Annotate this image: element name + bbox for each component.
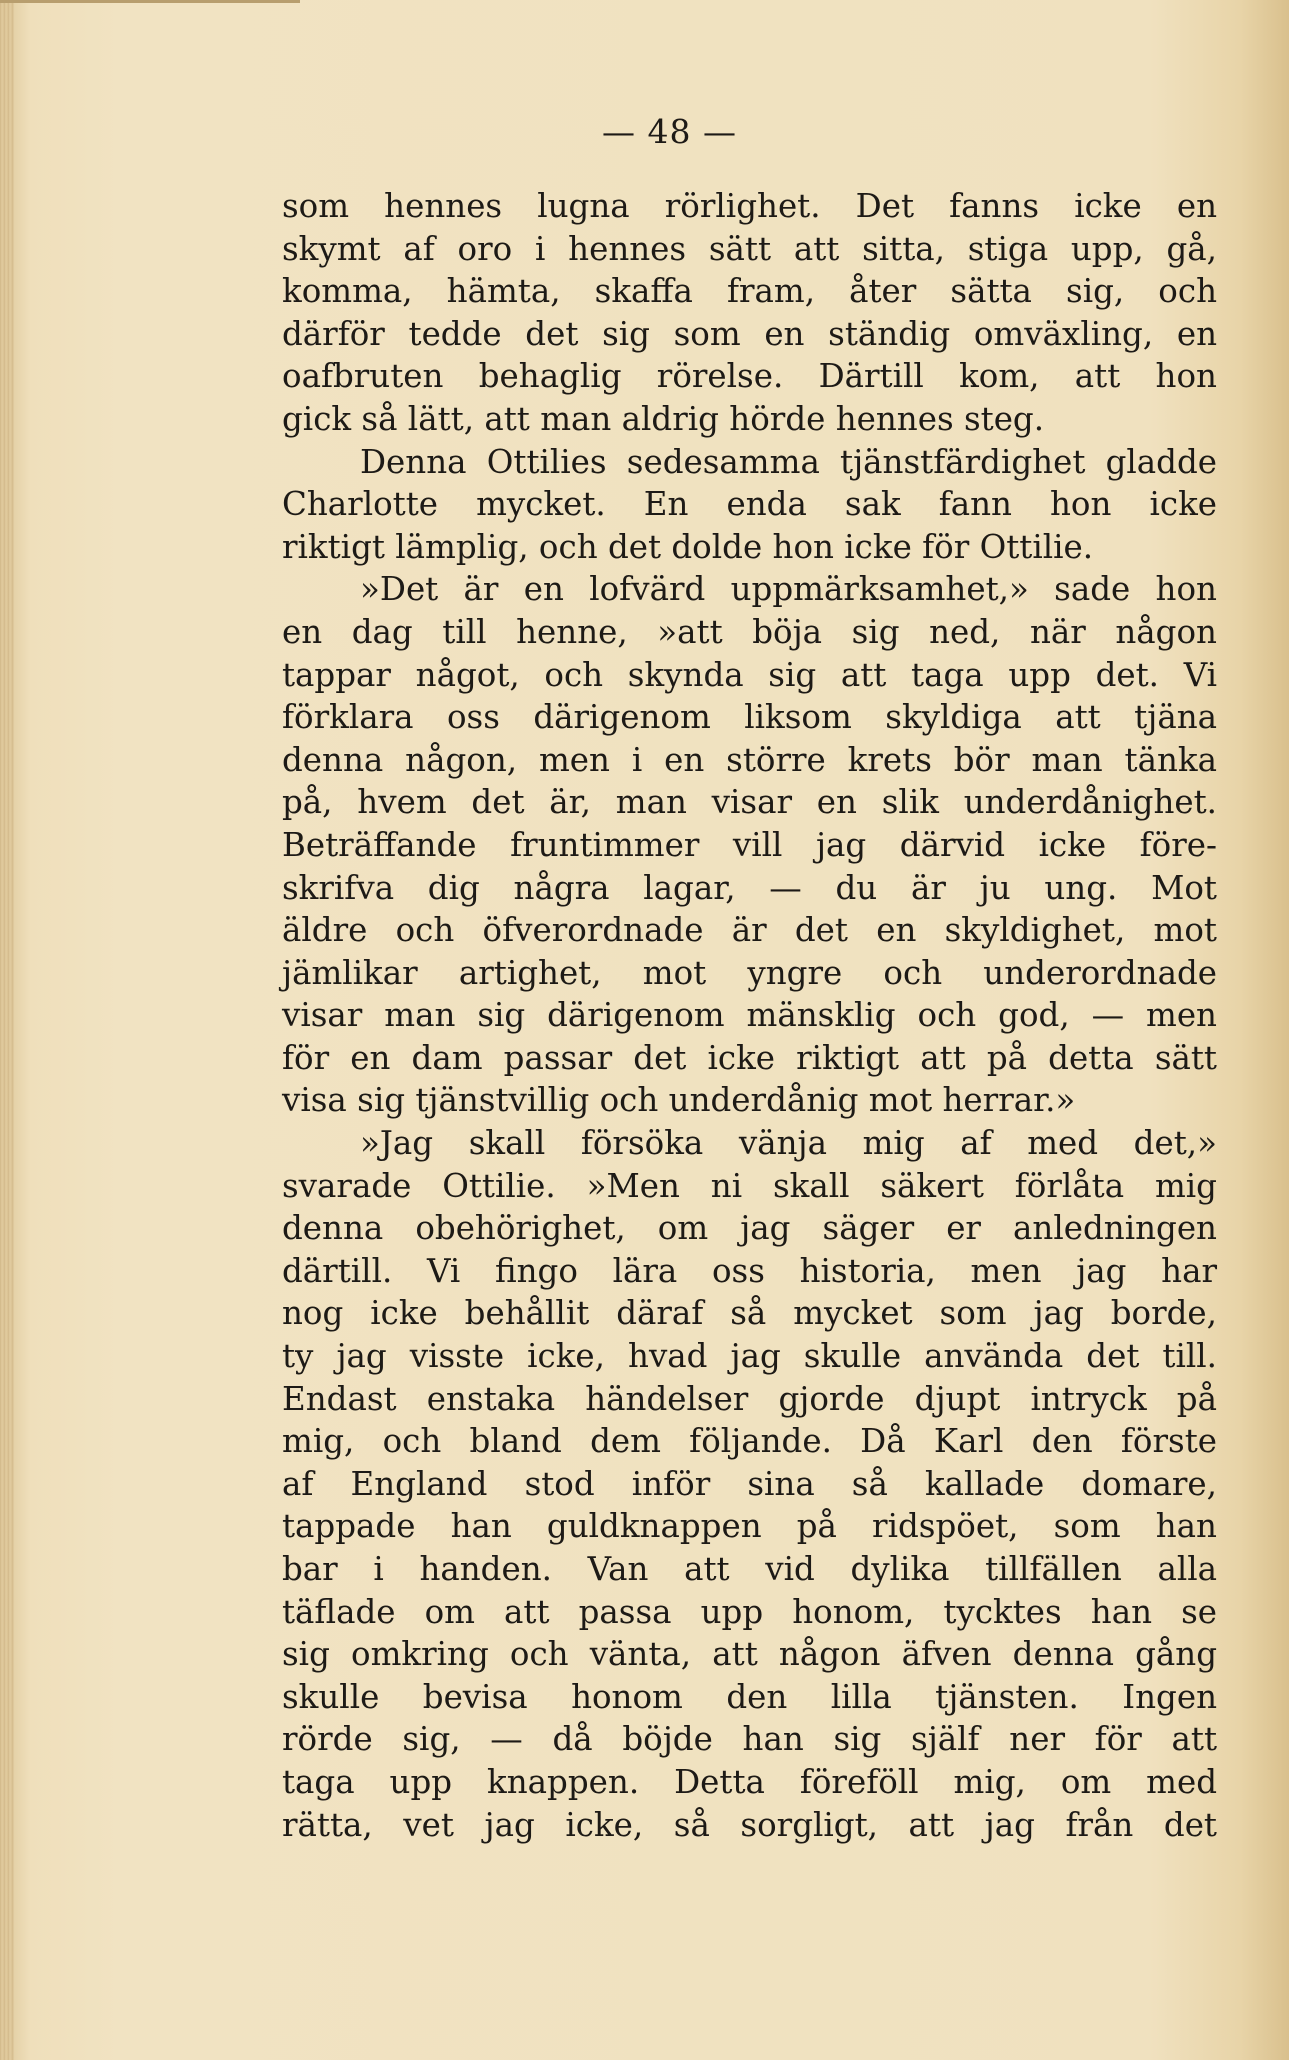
text-line: taga upp knappen. Detta föreföll mig, om med [282,1762,1217,1801]
text-line: denna obehörighet, om jag säger er anledningen [282,1209,1217,1248]
text-line: visa sig tjänstvillig och underdånig mot herrar.» [282,1081,1076,1120]
text-line: riktigt lämplig, och det dolde hon icke för Ottilie. [282,527,1094,566]
text-line: täflade om att passa upp honom, tycktes han se [282,1592,1217,1631]
text-line: Beträffande fruntimmer vill jag därvid icke före- [282,825,1217,864]
text-line: jämlikar artighet, mot yngre och underordnade [282,953,1217,992]
text-line: förklara oss därigenom liksom skyldiga att tjäna [282,698,1217,737]
text-line: komma, hämta, skaffa fram, åter sätta sig, och [282,272,1217,311]
page-number: — 48 — [602,112,737,151]
text-line: rätta, vet jag icke, så sorgligt, att jag från det [282,1805,1217,1844]
text-line: för en dam passar det icke riktigt att på detta sätt [282,1038,1217,1077]
top-border-line [0,0,300,3]
text-line: skymt af oro i hennes sätt att sitta, stiga upp, gå, [282,229,1217,268]
page-edge [0,0,14,2060]
text-line: tappade han guldknappen på ridspöet, som han [282,1507,1217,1546]
text-line: skulle bevisa honom den lilla tjänsten. Ingen [282,1677,1217,1716]
text-line: Charlotte mycket. En enda sak fann hon icke [282,485,1217,524]
text-line: som hennes lugna rörlighet. Det fanns icke en [282,187,1217,225]
text-line: därför tedde det sig som en ständig omväxling, en [282,314,1217,353]
body-text [282,185,1217,1846]
text-line: gick så lätt, att man aldrig hörde hennes steg. [282,399,1045,438]
text-line: på, hvem det är, man visar en slik underdånighet. [282,783,1217,822]
text-line: af England stod inför sina så kallade domare, [282,1464,1217,1503]
text-line: en dag till henne, »att böja sig ned, när någon [282,612,1217,651]
text-line: svarade Ottilie. »Men ni skall säkert förlåta mig [282,1166,1217,1205]
text-line: bar i handen. Van att vid dylika tillfällen alla [282,1550,1217,1588]
text-line: äldre och öfverordnade är det en skyldighet, mot [282,911,1217,950]
text-line: rörde sig, — då böjde han sig själf ner för att [282,1720,1217,1759]
text-line: »Jag skall försöka vänja mig af med det,» [360,1124,1217,1163]
text-line: nog icke behållit däraf så mycket som jag borde, [282,1294,1217,1333]
text-line: tappar något, och skynda sig att taga upp det. Vi [282,655,1217,694]
text-line: skrifva dig några lagar, — du är ju ung. Mot [282,868,1217,907]
text-line: »Det är en lofvärd uppmärksamhet,» sade hon [360,570,1217,609]
text-line: oafbruten behaglig rörelse. Därtill kom, att hon [282,357,1217,396]
text-line: denna någon, men i en större krets bör man tänka [282,740,1217,779]
text-line: sig omkring och vänta, att någon äfven denna gång [282,1635,1217,1674]
text-line: ty jag visste icke, hvad jag skulle använda det till. [282,1337,1217,1376]
text-line: därtill. Vi fingo lära oss historia, men jag har [282,1251,1217,1290]
text-line: Denna Ottilies sedesamma tjänstfärdighet gladde [360,442,1217,481]
text-line: mig, och bland dem följande. Då Karl den förste [282,1422,1217,1461]
text-line: Endast enstaka händelser gjorde djupt intryck på [282,1379,1217,1418]
text-line: visar man sig därigenom mänsklig och god, — men [282,996,1217,1035]
